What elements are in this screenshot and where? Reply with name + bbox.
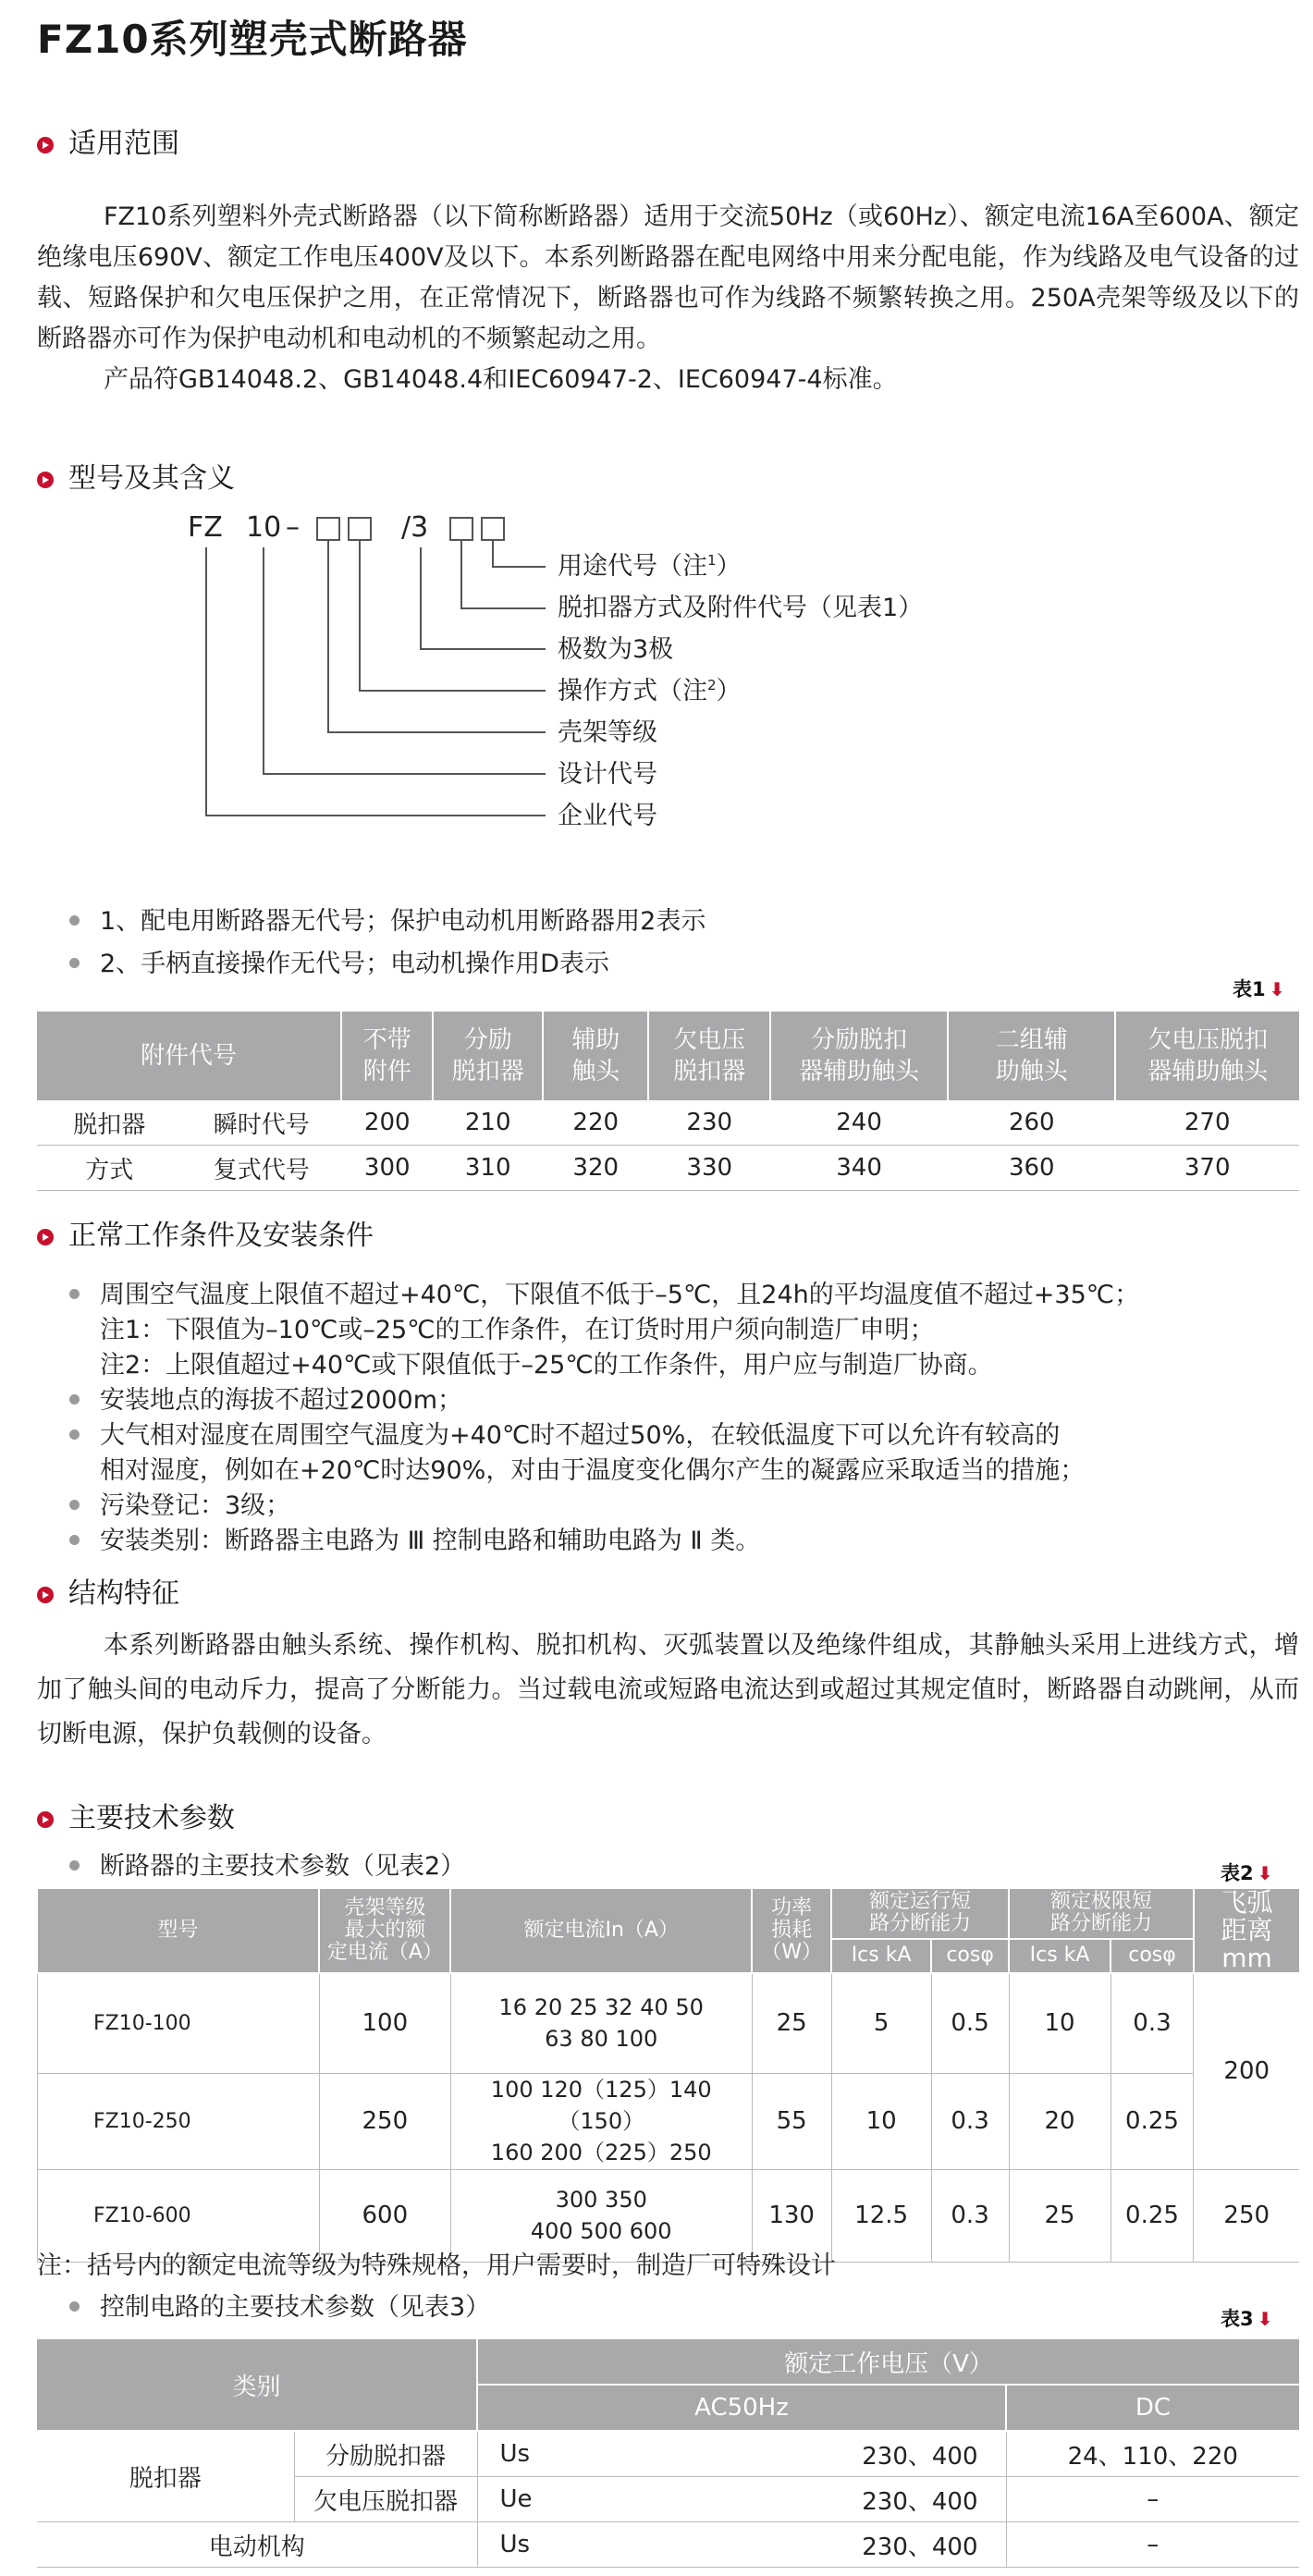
table-row: FZ10-250 250 100 120（125）140（150） 160 200（225）250 55 10 0.3 20 0.25 bbox=[38, 2073, 1300, 2169]
model-code-num: 10 bbox=[246, 511, 282, 544]
table1-header-accessory: 附件代号 bbox=[37, 1012, 341, 1100]
model-annotation-frame: 壳架等级 bbox=[558, 718, 657, 747]
model-annotation-design: 设计代号 bbox=[558, 760, 657, 789]
conditions-list bbox=[69, 1278, 1308, 1559]
table2-header-frame: 壳架等级 最大的额 定电流（A） bbox=[319, 1889, 450, 1973]
down-arrow-icon: ⬇ bbox=[1257, 1862, 1273, 1884]
section-heading-structure: 结构特征 bbox=[37, 1570, 179, 1611]
table-row: 脱扣器 分励脱扣器 Us 230、400 24、110、220 bbox=[37, 2431, 1299, 2477]
table1-header: 欠电压 脱扣器 bbox=[648, 1012, 770, 1100]
down-arrow-icon: ⬇ bbox=[1257, 2308, 1273, 2330]
page-title: FZ10系列塑壳式断路器 bbox=[37, 17, 468, 62]
table3-header-dc: DC bbox=[1006, 2385, 1299, 2431]
table-row: 方式 复式代号 300 310 320 330 340 360 370 bbox=[37, 1146, 1299, 1191]
table2: 型号 壳架等级 最大的额 定电流（A） 额定电流In（A） 功率 损耗 （W） 额定运行短 路分断能力 额定极限短 路分断能力 飞弧 距离 mm Ics kA cosφ Ics kA cosφ FZ10-100 100 16 20 25 32 40 50 63 80 100 25 5 0.5 10 0.3 200 FZ10-250 250 100 120（125）140（150） 160 200（225）250 55 10 0.3 20 0.25 FZ10-600 600 300 350 400 500 600 130 12.5 0.3 25 0.25 250 bbox=[37, 1889, 1299, 2263]
scope-paragraph: FZ10系列塑料外壳式断路器（以下简称断路器）适用于交流50Hz（或60Hz）、额定电流16A至600A、额定绝缘电压690V、额定工作电压400V及以下。本系列断路器在配电网络中用来分配电能，作为线路及电气设备的过载、短路保护和欠电压保护之用，在正常情况下，断路器也可作为线路不频繁转换之用。250A壳架等级及以下的断路器亦可作为保护电动机和电动机的不频繁起动之用。 产品符GB14048.2、GB14048.4和IEC60947-2、IEC60947-4标准。 bbox=[37, 202, 1299, 394]
code-box bbox=[482, 518, 504, 540]
table1-header: 欠电压脱扣 器辅助触头 bbox=[1115, 1012, 1299, 1100]
code-box bbox=[349, 518, 371, 540]
model-code-diagram bbox=[0, 0, 1313, 832]
table1 bbox=[37, 1012, 1299, 1191]
model-diagram-lines bbox=[0, 0, 1313, 832]
table1-label: 表1 ⬇ bbox=[1233, 978, 1285, 1000]
table2-header-arc: 飞弧 距离 mm bbox=[1194, 1889, 1299, 1973]
table-row: 脱扣器 瞬时代号 200 210 220 230 240 260 270 bbox=[37, 1100, 1299, 1146]
model-note-1: 1、配电用断路器无代号；保护电动机用断路器用2表示 bbox=[69, 904, 706, 939]
model-annotation-usage: 用途代号（注$^1$） bbox=[558, 552, 742, 581]
list-item: 安装地点的海拔不超过2000m； bbox=[69, 1383, 1308, 1418]
table3-header-voltage: 额定工作电压（V） bbox=[477, 2339, 1299, 2385]
section-bullet-icon bbox=[37, 1587, 54, 1603]
code-box bbox=[317, 518, 339, 540]
section-bullet-icon bbox=[37, 1811, 54, 1828]
table2-header-ics-group: 额定运行短 路分断能力 bbox=[831, 1889, 1009, 1939]
table3-intro: 控制电路的主要技术参数（见表3） bbox=[69, 2290, 490, 2325]
table1-header: 二组辅 助触头 bbox=[948, 1012, 1115, 1100]
list-item: 安装类别：断路器主电路为 Ⅲ 控制电路和辅助电路为 Ⅱ 类。 bbox=[69, 1524, 1308, 1559]
table2-header-icu-group: 额定极限短 路分断能力 bbox=[1009, 1889, 1194, 1939]
table2-note: 注：括号内的额定电流等级为特殊规格，用户需要时，制造厂可特殊设计 bbox=[37, 2251, 836, 2280]
table1-header: 分励 脱扣器 bbox=[433, 1012, 543, 1100]
table1-header: 辅助 触头 bbox=[543, 1012, 648, 1100]
model-annotation-poles: 极数为3极 bbox=[558, 635, 674, 664]
list-item: 大气相对湿度在周围空气温度为+40℃时不超过50%，在较低温度下可以允许有较高的 bbox=[69, 1418, 1308, 1454]
table3-header-ac: AC50Hz bbox=[477, 2385, 1006, 2431]
model-annotation-release: 脱扣器方式及附件代号（见表1） bbox=[558, 594, 924, 622]
list-item: 周围空气温度上限值不超过+40℃，下限值不低于–5℃，且24h的平均温度值不超过+35℃； bbox=[69, 1278, 1308, 1313]
list-item: 污染登记：3级； bbox=[69, 1489, 1308, 1524]
table-row: FZ10-100 100 16 20 25 32 40 50 63 80 100 25 5 0.5 10 0.3 200 bbox=[38, 1973, 1300, 2073]
table2-header-power: 功率 损耗 （W） bbox=[752, 1889, 831, 1973]
model-note-2: 2、手柄直接操作无代号；电动机操作用D表示 bbox=[69, 947, 609, 982]
list-item: 注2：上限值超过+40℃或下限值低于–25℃的工作条件，用户应与制造厂协商。 bbox=[100, 1351, 993, 1380]
table2-label: 表2 ⬇ bbox=[1221, 1862, 1273, 1884]
list-item: 注1：下限值为–10℃或–25℃的工作条件，在订货时用户须向制造厂申明； bbox=[100, 1316, 935, 1344]
table-row: 电动机构 Us 230、400 – bbox=[37, 2522, 1299, 2568]
model-code-fz: FZ bbox=[188, 511, 223, 544]
section-heading-conditions: 正常工作条件及安装条件 bbox=[37, 1212, 374, 1253]
list-item: 相对湿度，例如在+20℃时达90%，对由于温度变化偶尔产生的凝露应采取适当的措施； bbox=[100, 1456, 1086, 1485]
structure-paragraph: 本系列断路器由触头系统、操作机构、脱扣机构、灭弧装置以及绝缘件组成，其静触头采用上进线方式，增加了触头间的电动斥力，提高了分断能力。当过载电流或短路电流达到或超过其规定值时，断路器自动跳闸，从而切断电源，保护负载侧的设备。 bbox=[37, 1631, 1299, 1748]
code-box bbox=[450, 518, 472, 540]
section-heading-specs: 主要技术参数 bbox=[37, 1795, 235, 1835]
table3-label: 表3 ⬇ bbox=[1221, 2308, 1273, 2330]
model-annotation-enterprise: 企业代号 bbox=[558, 802, 657, 830]
model-annotation-operation: 操作方式（注$^2$） bbox=[558, 677, 742, 705]
table-row: 欠电压脱扣器 Ue 230、400 – bbox=[37, 2477, 1299, 2522]
section-heading-scope: 适用范围 bbox=[37, 120, 179, 161]
table2-header-model: 型号 bbox=[38, 1889, 320, 1973]
section-bullet-icon bbox=[37, 1229, 54, 1245]
table1-header: 不带 附件 bbox=[341, 1012, 433, 1100]
table3-header-type: 类别 bbox=[37, 2339, 477, 2431]
section-heading-model: 型号及其含义 bbox=[37, 455, 235, 496]
table1-header: 分励脱扣 器辅助触头 bbox=[770, 1012, 948, 1100]
table3 bbox=[37, 2339, 1299, 2568]
table2-intro: 断路器的主要技术参数（见表2） bbox=[69, 1849, 465, 1884]
model-code-dash: – bbox=[286, 511, 300, 544]
table2-header-current: 额定电流In（A） bbox=[450, 1889, 752, 1973]
table-row: FZ10-600 600 300 350 400 500 600 130 12.5 0.3 25 0.25 250 bbox=[38, 2169, 1300, 2262]
model-code-slash3: /3 bbox=[401, 511, 429, 544]
down-arrow-icon: ⬇ bbox=[1269, 978, 1285, 1000]
